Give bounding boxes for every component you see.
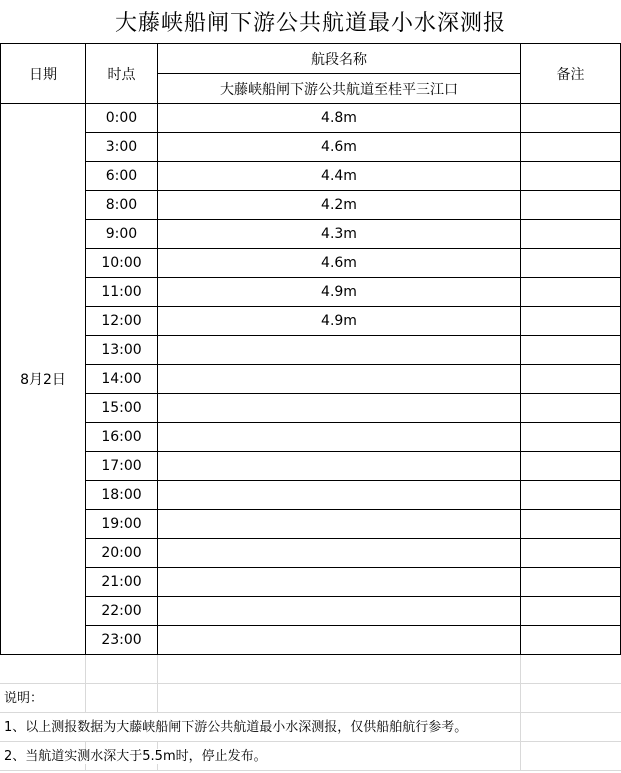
depth-cell: 4.9m — [158, 307, 521, 336]
remark-cell — [521, 104, 621, 133]
table-row — [1, 249, 621, 278]
note-item-2: 2、当航道实测水深大于5.5m时，停止发布。 — [4, 749, 267, 764]
remark-cell — [521, 307, 621, 336]
note-row-1 — [0, 713, 621, 742]
time-cell: 18:00 — [86, 481, 158, 510]
remark-cell — [521, 510, 621, 539]
table-row — [1, 278, 621, 307]
depth-table-body — [1, 44, 621, 655]
table-row — [1, 423, 621, 452]
table-row — [1, 162, 621, 191]
depth-cell — [158, 568, 521, 597]
time-cell: 22:00 — [86, 597, 158, 626]
remark-cell — [521, 423, 621, 452]
time-header: 时点 — [86, 44, 158, 104]
blank-row — [0, 655, 621, 684]
table-row — [1, 307, 621, 336]
time-cell: 19:00 — [86, 510, 158, 539]
time-cell: 0:00 — [86, 104, 158, 133]
remark-cell — [521, 365, 621, 394]
depth-cell: 4.6m — [158, 133, 521, 162]
date-header: 日期 — [1, 44, 86, 104]
depth-cell — [158, 423, 521, 452]
table-row — [1, 104, 621, 133]
note-row-2 — [0, 742, 621, 771]
time-cell: 17:00 — [86, 452, 158, 481]
depth-cell — [158, 336, 521, 365]
remark-header: 备注 — [521, 44, 621, 104]
remark-cell — [521, 220, 621, 249]
depth-cell: 4.8m — [158, 104, 521, 133]
note-item-1: 1、以上测报数据为大藤峡船闸下游公共航道最小水深测报，仅供船舶航行参考。 — [4, 720, 468, 735]
time-cell: 15:00 — [86, 394, 158, 423]
depth-cell: 4.6m — [158, 249, 521, 278]
remark-cell — [521, 133, 621, 162]
depth-cell — [158, 597, 521, 626]
time-cell: 3:00 — [86, 133, 158, 162]
remark-cell — [521, 394, 621, 423]
notes-heading-row — [0, 684, 621, 713]
depth-cell — [158, 539, 521, 568]
remark-cell — [521, 481, 621, 510]
depth-cell — [158, 481, 521, 510]
time-cell: 6:00 — [86, 162, 158, 191]
table-row — [1, 220, 621, 249]
segment-name: 大藤峡船闸下游公共航道至桂平三江口 — [158, 74, 521, 104]
table-row — [1, 626, 621, 655]
depth-cell — [158, 510, 521, 539]
table-row — [1, 597, 621, 626]
table-row — [1, 133, 621, 162]
remark-cell — [521, 539, 621, 568]
time-cell: 16:00 — [86, 423, 158, 452]
table-row — [1, 394, 621, 423]
table-row — [1, 452, 621, 481]
remark-cell — [521, 162, 621, 191]
table-row — [1, 336, 621, 365]
depth-cell: 4.4m — [158, 162, 521, 191]
depth-cell — [158, 452, 521, 481]
remark-cell — [521, 626, 621, 655]
time-cell: 20:00 — [86, 539, 158, 568]
time-cell: 23:00 — [86, 626, 158, 655]
depth-cell — [158, 365, 521, 394]
time-cell: 11:00 — [86, 278, 158, 307]
remark-cell — [521, 249, 621, 278]
notes-heading: 说明： — [4, 691, 44, 706]
remark-cell — [521, 452, 621, 481]
table-row — [1, 539, 621, 568]
time-cell: 21:00 — [86, 568, 158, 597]
segment-header: 航段名称 — [158, 44, 521, 74]
remark-cell — [521, 568, 621, 597]
notes-area — [0, 655, 621, 771]
depth-cell — [158, 394, 521, 423]
table-row — [1, 568, 621, 597]
remark-cell — [521, 191, 621, 220]
time-cell: 13:00 — [86, 336, 158, 365]
time-cell: 10:00 — [86, 249, 158, 278]
depth-cell: 4.2m — [158, 191, 521, 220]
remark-cell — [521, 336, 621, 365]
table-row — [1, 191, 621, 220]
table-row — [1, 510, 621, 539]
depth-cell: 4.3m — [158, 220, 521, 249]
depth-cell — [158, 626, 521, 655]
time-cell: 14:00 — [86, 365, 158, 394]
depth-cell: 4.9m — [158, 278, 521, 307]
date-cell: 8月2日 — [1, 104, 86, 655]
depth-table — [0, 43, 621, 655]
table-row — [1, 365, 621, 394]
remark-cell — [521, 597, 621, 626]
table-row — [1, 481, 621, 510]
time-cell: 12:00 — [86, 307, 158, 336]
header-row-top — [1, 44, 621, 74]
time-cell: 9:00 — [86, 220, 158, 249]
remark-cell — [521, 278, 621, 307]
time-cell: 8:00 — [86, 191, 158, 220]
page-title: 大藤峡船闸下游公共航道最小水深测报 — [114, 11, 506, 36]
